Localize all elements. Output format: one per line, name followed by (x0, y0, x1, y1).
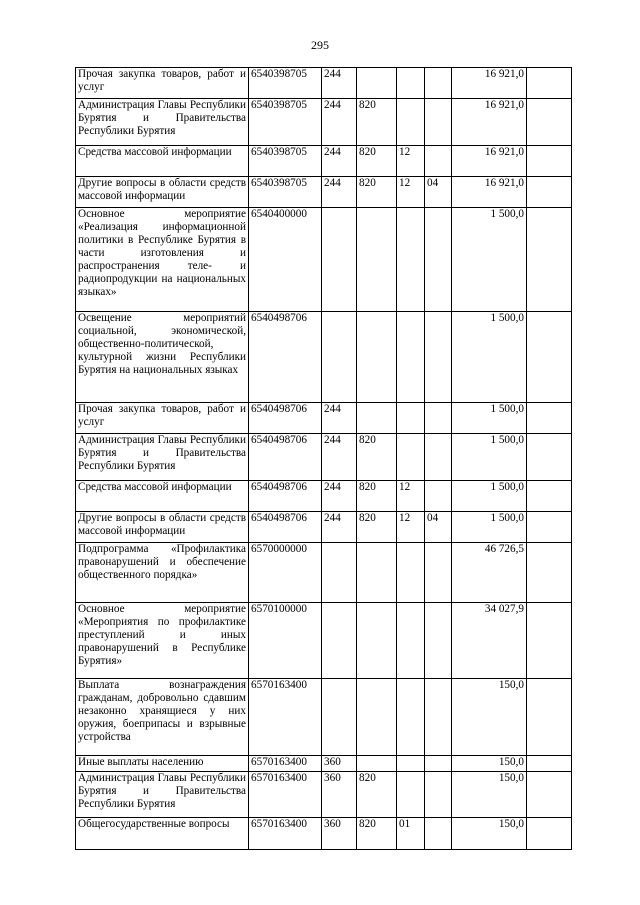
row-admin-code-cell (357, 679, 397, 756)
row-code-cell: 6540398705 (249, 177, 322, 208)
row-subsection-cell (425, 481, 452, 512)
row-subsection-cell (425, 68, 452, 99)
table-row (76, 403, 572, 434)
row-admin-code-cell: 820 (357, 481, 397, 512)
row-empty-cell (527, 679, 572, 756)
row-empty-cell (527, 756, 572, 772)
row-code-cell: 6570163400 (249, 756, 322, 772)
row-section-cell (397, 208, 425, 312)
row-section-cell: 12 (397, 177, 425, 208)
row-empty-cell (527, 99, 572, 146)
row-empty-cell (527, 208, 572, 312)
row-admin-code-cell: 820 (357, 818, 397, 850)
row-sum-cell: 16 921,0 (452, 146, 527, 177)
row-name-cell: Основное мероприятие «Мероприятия по профилактике преступлений и иных правонарушений в Республике Бурятия» (76, 603, 249, 679)
row-section-cell (397, 99, 425, 146)
row-name-cell: Подпрограмма «Профилактика правонарушений и обеспечение общественного порядка» (76, 543, 249, 603)
table-row (76, 312, 572, 403)
row-section-cell (397, 543, 425, 603)
row-sum-cell: 16 921,0 (452, 68, 527, 99)
row-admin-code-cell (357, 208, 397, 312)
table-row (76, 177, 572, 208)
row-code-cell: 6540400000 (249, 208, 322, 312)
row-name-cell: Другие вопросы в области средств массовой информации (76, 512, 249, 543)
row-code-cell: 6570163400 (249, 818, 322, 850)
row-empty-cell (527, 603, 572, 679)
row-expense-type-cell: 360 (322, 818, 357, 850)
row-subsection-cell: 04 (425, 177, 452, 208)
budget-table (75, 67, 572, 850)
row-subsection-cell (425, 312, 452, 403)
row-section-cell (397, 603, 425, 679)
row-sum-cell: 150,0 (452, 818, 527, 850)
table-row (76, 756, 572, 772)
row-expense-type-cell (322, 679, 357, 756)
row-expense-type-cell: 360 (322, 756, 357, 772)
row-subsection-cell (425, 434, 452, 481)
row-section-cell: 12 (397, 146, 425, 177)
row-section-cell: 12 (397, 512, 425, 543)
row-sum-cell: 150,0 (452, 772, 527, 818)
row-sum-cell: 1 500,0 (452, 481, 527, 512)
row-code-cell: 6540498706 (249, 481, 322, 512)
row-sum-cell: 150,0 (452, 679, 527, 756)
row-sum-cell: 16 921,0 (452, 99, 527, 146)
row-name-cell: Прочая закупка товаров, работ и услуг (76, 403, 249, 434)
row-section-cell (397, 68, 425, 99)
row-empty-cell (527, 403, 572, 434)
row-expense-type-cell: 244 (322, 434, 357, 481)
row-sum-cell: 1 500,0 (452, 512, 527, 543)
row-admin-code-cell (357, 756, 397, 772)
row-subsection-cell (425, 146, 452, 177)
row-code-cell: 6540398705 (249, 99, 322, 146)
row-expense-type-cell: 244 (322, 99, 357, 146)
row-name-cell: Иные выплаты населению (76, 756, 249, 772)
row-expense-type-cell: 360 (322, 772, 357, 818)
row-admin-code-cell (357, 403, 397, 434)
row-admin-code-cell: 820 (357, 772, 397, 818)
row-admin-code-cell (357, 312, 397, 403)
row-expense-type-cell (322, 603, 357, 679)
table-row (76, 208, 572, 312)
row-expense-type-cell (322, 208, 357, 312)
row-empty-cell (527, 312, 572, 403)
row-sum-cell: 1 500,0 (452, 434, 527, 481)
table-row (76, 603, 572, 679)
row-code-cell: 6570163400 (249, 679, 322, 756)
row-admin-code-cell: 820 (357, 146, 397, 177)
row-name-cell: Выплата вознаграждения гражданам, добровольно сдавшим незаконно хранящиеся у них оружия, боеприпасы и взрывные устройства (76, 679, 249, 756)
table-row (76, 679, 572, 756)
table-row (76, 434, 572, 481)
row-code-cell: 6540398705 (249, 146, 322, 177)
row-expense-type-cell: 244 (322, 481, 357, 512)
row-code-cell: 6540498706 (249, 512, 322, 543)
row-name-cell: Администрация Главы Республики Бурятия и Правительства Республики Бурятия (76, 99, 249, 146)
row-code-cell: 6570000000 (249, 543, 322, 603)
row-subsection-cell (425, 772, 452, 818)
row-empty-cell (527, 543, 572, 603)
row-code-cell: 6570100000 (249, 603, 322, 679)
budget-table-body (76, 68, 572, 850)
table-row (76, 772, 572, 818)
table-row (76, 481, 572, 512)
row-empty-cell (527, 512, 572, 543)
row-admin-code-cell: 820 (357, 434, 397, 481)
row-code-cell: 6540498706 (249, 434, 322, 481)
row-sum-cell: 1 500,0 (452, 208, 527, 312)
row-section-cell: 12 (397, 481, 425, 512)
row-admin-code-cell: 820 (357, 99, 397, 146)
row-sum-cell: 1 500,0 (452, 312, 527, 403)
row-name-cell: Администрация Главы Республики Бурятия и Правительства Республики Бурятия (76, 772, 249, 818)
row-code-cell: 6540498706 (249, 403, 322, 434)
row-sum-cell: 150,0 (452, 756, 527, 772)
row-code-cell: 6540498706 (249, 312, 322, 403)
row-subsection-cell (425, 208, 452, 312)
row-name-cell: Прочая закупка товаров, работ и услуг (76, 68, 249, 99)
row-section-cell (397, 434, 425, 481)
row-name-cell: Общегосударственные вопросы (76, 818, 249, 850)
row-name-cell: Основное мероприятие «Реализация информационной политики в Республике Бурятия в части изготовления и распространения теле- и радиопродукции на национальных языках» (76, 208, 249, 312)
row-admin-code-cell: 820 (357, 512, 397, 543)
row-subsection-cell (425, 403, 452, 434)
row-subsection-cell (425, 679, 452, 756)
row-subsection-cell (425, 99, 452, 146)
row-empty-cell (527, 772, 572, 818)
table-row (76, 68, 572, 99)
row-subsection-cell: 04 (425, 512, 452, 543)
row-section-cell: 01 (397, 818, 425, 850)
row-name-cell: Средства массовой информации (76, 481, 249, 512)
table-row (76, 512, 572, 543)
row-code-cell: 6540398705 (249, 68, 322, 99)
table-row (76, 818, 572, 850)
row-name-cell: Средства массовой информации (76, 146, 249, 177)
row-admin-code-cell (357, 543, 397, 603)
row-empty-cell (527, 818, 572, 850)
row-empty-cell (527, 481, 572, 512)
row-sum-cell: 34 027,9 (452, 603, 527, 679)
table-row (76, 99, 572, 146)
row-expense-type-cell: 244 (322, 177, 357, 208)
row-empty-cell (527, 434, 572, 481)
row-empty-cell (527, 146, 572, 177)
page-number: 295 (311, 38, 329, 52)
row-subsection-cell (425, 818, 452, 850)
row-sum-cell: 1 500,0 (452, 403, 527, 434)
row-admin-code-cell: 820 (357, 177, 397, 208)
row-section-cell (397, 403, 425, 434)
row-expense-type-cell: 244 (322, 68, 357, 99)
row-section-cell (397, 772, 425, 818)
row-expense-type-cell: 244 (322, 512, 357, 543)
row-sum-cell: 16 921,0 (452, 177, 527, 208)
row-subsection-cell (425, 543, 452, 603)
row-code-cell: 6570163400 (249, 772, 322, 818)
row-empty-cell (527, 68, 572, 99)
row-expense-type-cell: 244 (322, 403, 357, 434)
row-subsection-cell (425, 756, 452, 772)
row-admin-code-cell (357, 68, 397, 99)
row-name-cell: Освещение мероприятий социальной, экономической, общественно-политической, культурной жизни Республики Бурятия на национальных языках (76, 312, 249, 403)
table-row (76, 543, 572, 603)
row-empty-cell (527, 177, 572, 208)
row-expense-type-cell (322, 543, 357, 603)
row-admin-code-cell (357, 603, 397, 679)
row-section-cell (397, 312, 425, 403)
row-expense-type-cell: 244 (322, 146, 357, 177)
row-expense-type-cell (322, 312, 357, 403)
row-section-cell (397, 756, 425, 772)
row-sum-cell: 46 726,5 (452, 543, 527, 603)
table-row (76, 146, 572, 177)
row-subsection-cell (425, 603, 452, 679)
row-name-cell: Другие вопросы в области средств массовой информации (76, 177, 249, 208)
row-name-cell: Администрация Главы Республики Бурятия и Правительства Республики Бурятия (76, 434, 249, 481)
row-section-cell (397, 679, 425, 756)
